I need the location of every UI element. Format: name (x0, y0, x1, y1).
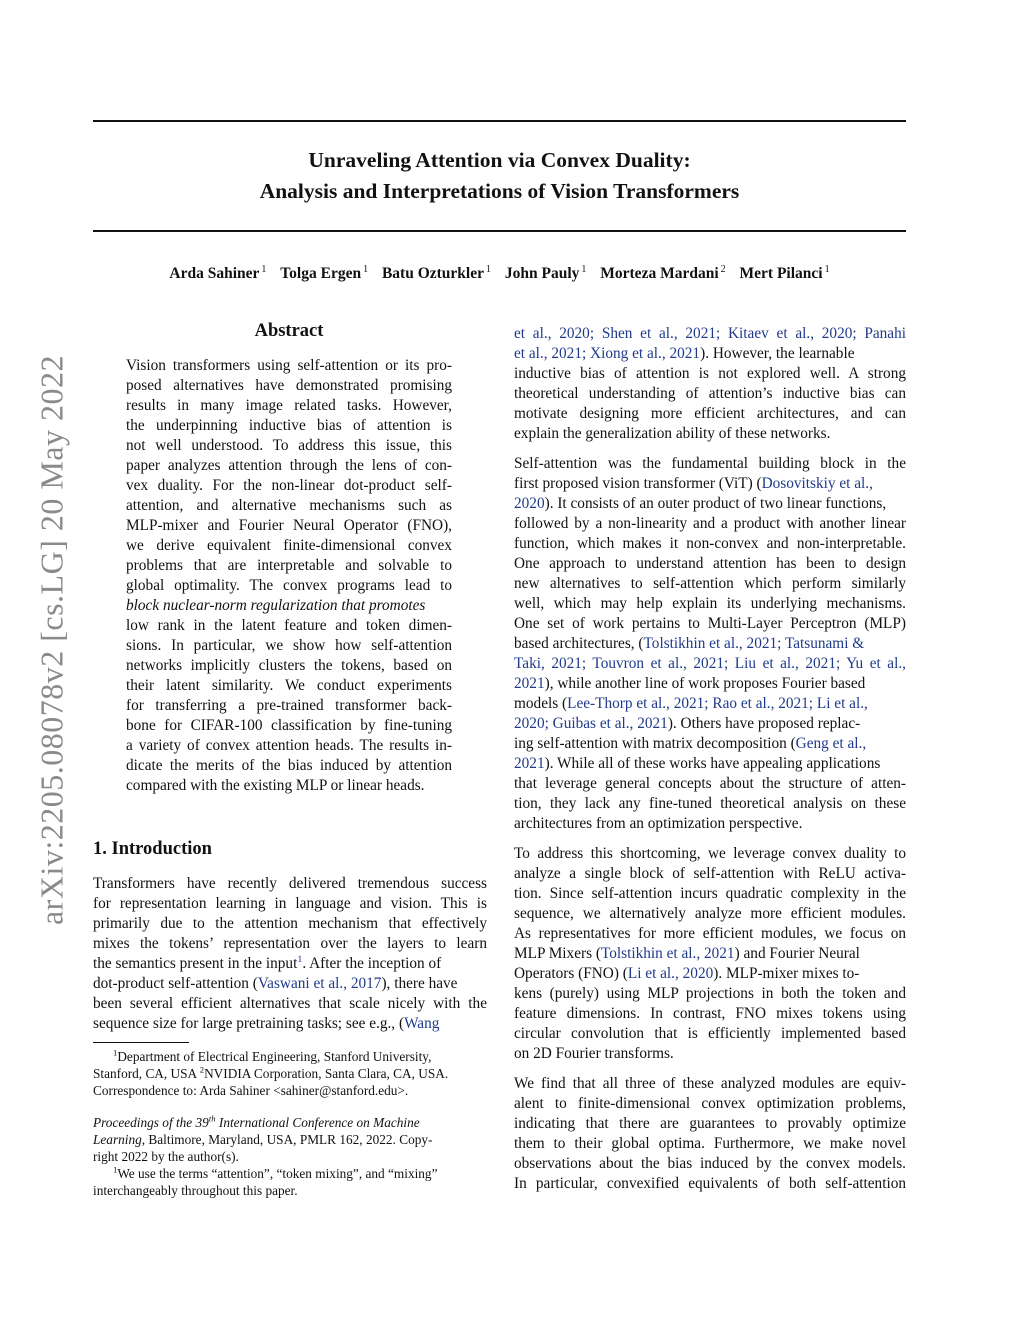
body-line: mixes the tokens’ representation over the layers to learn (93, 935, 487, 952)
abstract-line: for transferring a pre-trained transformer back- (126, 697, 452, 714)
abstract-line: a variety of convex attention heads. The results in- (126, 737, 452, 754)
body-line: tion. Since self-attention incurs quadratic complexity in the (514, 885, 906, 902)
body-line: explain the generalization ability of these networks. (514, 425, 831, 442)
author: Morteza Mardani $^2$ (600, 263, 726, 282)
abstract-line: vex duality. For the non-linear dot-product self- (126, 477, 452, 494)
author: Arda Sahiner $^1$ (169, 263, 267, 282)
section-heading-introduction: 1. Introduction (93, 839, 212, 859)
arxiv-stamp: arXiv:2205.08078v2 [cs.LG] 20 May 2022 (33, 354, 70, 926)
body-line: observations about the bias induced by the convex models. (514, 1155, 906, 1172)
body-line: for representation learning in language and vision. This is (93, 895, 487, 912)
citation-link[interactable]: Tolstikhin et al., 2021; Tatsunami & (643, 635, 865, 652)
paper-title-line-1: Unraveling Attention via Convex Duality: (308, 148, 691, 172)
citation-link[interactable]: 2021 (514, 675, 545, 692)
citation-link[interactable]: Vaswani et al., 2017 (257, 975, 382, 992)
body-line: kens (purely) using MLP projections in both the token and (514, 985, 906, 1002)
body-line: been several efficient alternatives that scale nicely with the (93, 995, 487, 1012)
body-line: Self-attention was the fundamental building block in the (514, 455, 906, 472)
abstract-line: bone for CIFAR-100 classification by fine-tuning (126, 717, 452, 734)
body-line: sequence size for large pretraining tasks; see e.g., (Wang (93, 1015, 440, 1032)
body-line: To address this shortcoming, we leverage convex duality to (514, 845, 906, 862)
body-line: MLP Mixers (Tolstikhin et al., 2021) and Fourier Neural (514, 945, 860, 962)
footnote-rule (93, 1042, 189, 1043)
title-top-rule (93, 120, 906, 122)
body-line: 2020). It consists of an outer product of two linear functions, (514, 495, 887, 512)
citation-link[interactable]: Dosovitskiy et al., (761, 475, 873, 492)
abstract-line: paper analyzes attention through the lens of con- (126, 457, 452, 474)
citation-link[interactable]: Wang (404, 1015, 440, 1032)
body-line: As representatives for more efficient modules, we focus on (514, 925, 906, 942)
abstract-line: the underpinning inductive bias of attention is (126, 417, 452, 434)
abstract-line: block nuclear-norm regularization that promotes (126, 597, 426, 614)
abstract-line: global optimality. The convex programs lead to (126, 577, 452, 594)
body-line: One approach to understand attention has been to design (514, 555, 906, 572)
body-line: dot-product self-attention (Vaswani et al., 2017), there have (93, 975, 458, 992)
body-line: them to their global optima. Furthermore, we make novel (514, 1135, 906, 1152)
body-line: based architectures, (Tolstikhin et al., 2021; Tatsunami & (514, 635, 865, 652)
body-line: 2020; Guibas et al., 2021). Others have proposed replac- (514, 715, 861, 732)
body-line: the semantics present in the input$^1$. After the inception of (93, 953, 442, 972)
citation-link[interactable]: Li et al., 2020 (627, 965, 714, 982)
author: Tolga Ergen $^1$ (280, 263, 369, 282)
body-line: Transformers have recently delivered tremendous success (93, 875, 487, 892)
footnote-line: Correspondence to: Arda Sahiner <sahiner@stanford.edu>. (93, 1083, 409, 1098)
citation-link[interactable]: 2020 (514, 495, 545, 512)
body-line: 2021), while another line of work proposes Fourier based (514, 675, 866, 692)
footnote-line: interchangeably throughout this paper. (93, 1183, 298, 1198)
abstract-line: results in many image related tasks. However, (126, 397, 452, 414)
body-line: function, which makes it non-convex and non-interpretable. (514, 535, 906, 552)
author-list (93, 265, 906, 283)
citation-line[interactable]: et al., 2020; Shen et al., 2021; Kitaev et al., 2020; Panahi (514, 325, 906, 342)
abstract-line: networks implicitly clusters the tokens, based on (126, 657, 452, 674)
body-line: et al., 2021; Xiong et al., 2021). However, the learnable (514, 345, 855, 362)
body-line: first proposed vision transformer (ViT) (Dosovitskiy et al., (514, 475, 873, 492)
body-line: analyze a single block of self-attention with ReLU activa- (514, 865, 906, 882)
footnote-ref[interactable]: 1 (297, 953, 303, 965)
body-line: tion, they lack any fine-tuned theoretical analysis on these (514, 795, 906, 812)
citation-link[interactable]: Geng et al., (795, 735, 867, 752)
body-line: that leverage general concepts about the structure of atten- (514, 775, 906, 792)
body-line: sequence, we alternatively analyze more efficient modules. (514, 905, 906, 922)
author: John Pauly $^1$ (504, 263, 587, 282)
citation-link[interactable]: Lee-Thorp et al., 2021; Rao et al., 2021; Li et al., (567, 695, 868, 712)
proceedings-line: right 2022 by the author(s). (93, 1149, 239, 1164)
abstract-line: low rank in the latent feature and token dimen- (126, 617, 452, 634)
abstract-line: Vision transformers using self-attention or its pro- (126, 357, 452, 374)
abstract-line: dicate the merits of the bias induced by attention (126, 757, 452, 774)
body-line: theoretical understanding of attention’s inductive bias can (514, 385, 906, 402)
body-line: 2021). While all of these works have appealing applications (514, 755, 881, 772)
abstract-line: problems that are interpretable and solvable to (126, 557, 452, 574)
citation-link[interactable]: 2020; Guibas et al., 2021 (514, 715, 668, 732)
proceedings-line: Learning, Baltimore, Maryland, USA, PMLR 162, 2022. Copy- (93, 1132, 433, 1147)
abstract-line: attention, and alternative mechanisms such as (126, 497, 452, 514)
body-line: primarily due to the attention mechanism that effectively (93, 915, 487, 932)
paper-title-line-2: Analysis and Interpretations of Vision Transformers (259, 179, 740, 203)
body-line: In particular, convexified equivalents of both self-attention (514, 1175, 906, 1192)
abstract-heading: Abstract (254, 321, 324, 341)
body-line: feature dimensions. In contrast, FNO mixes tokens using (514, 1005, 906, 1022)
abstract-line: we derive equivalent finite-dimensional convex (126, 537, 452, 554)
body-line: motivate designing more efficient architectures, and can (514, 405, 906, 422)
title-bottom-rule (93, 230, 906, 232)
body-line: alent to finite-dimensional convex optimization problems, (514, 1095, 906, 1112)
body-line: ing self-attention with matrix decomposition (Geng et al., (514, 735, 867, 752)
abstract-line: sions. In particular, we show how self-attention (126, 637, 452, 654)
body-line: architectures from an optimization perspective. (514, 815, 803, 832)
body-line: models (Lee-Thorp et al., 2021; Rao et al., 2021; Li et al., (514, 695, 868, 712)
body-line: We find that all three of these analyzed modules are equiv- (514, 1075, 906, 1092)
abstract-line: not well understood. To address this issue, this (126, 437, 452, 454)
abstract-line: their latent similarity. We conduct experiments (126, 677, 452, 694)
body-line: One set of work pertains to Multi-Layer Perceptron (MLP) (514, 615, 906, 632)
footnote-line: $^1$We use the terms “attention”, “token mixing”, and “mixing” (113, 1164, 438, 1181)
footnote-line: Stanford, CA, USA $^2$NVIDIA Corporation, Santa Clara, CA, USA. (93, 1064, 449, 1081)
citation-link[interactable]: Tolstikhin et al., 2021 (600, 945, 735, 962)
footnote-line: $^1$Department of Electrical Engineering, Stanford University, (113, 1047, 432, 1064)
body-line: inductive bias of attention is not explored well. A strong (514, 365, 906, 382)
abstract-line: compared with the existing MLP or linear heads. (126, 777, 425, 794)
body-line: new alternatives to self-attention which perform similarly (514, 575, 906, 592)
body-line: Operators (FNO) (Li et al., 2020). MLP-mixer mixes to- (514, 965, 860, 982)
citation-line[interactable]: Taki, 2021; Touvron et al., 2021; Liu et al., 2021; Yu et al., (514, 655, 906, 672)
abstract-line: posed alternatives have demonstrated promising (126, 377, 452, 394)
author: Mert Pilanci $^1$ (739, 263, 830, 282)
citation-link[interactable]: et al., 2021; Xiong et al., 2021 (514, 345, 701, 362)
body-line: followed by a non-linearity and a product with another linear (514, 515, 906, 532)
body-line: circular convolution that is efficiently implemented based (514, 1025, 906, 1042)
body-line: well, which may help explain its underlying mechanisms. (514, 595, 906, 612)
author: Batu Ozturkler $^1$ (381, 263, 491, 282)
body-line: indicating that there are guarantees to provably optimize (514, 1115, 906, 1132)
abstract-line: MLP-mixer and Fourier Neural Operator (FNO), (126, 517, 452, 534)
body-line: on 2D Fourier transforms. (514, 1045, 674, 1062)
proceedings-line: Proceedings of the 39th International Conference on Machine (93, 1113, 420, 1130)
citation-link[interactable]: 2021 (514, 755, 545, 772)
